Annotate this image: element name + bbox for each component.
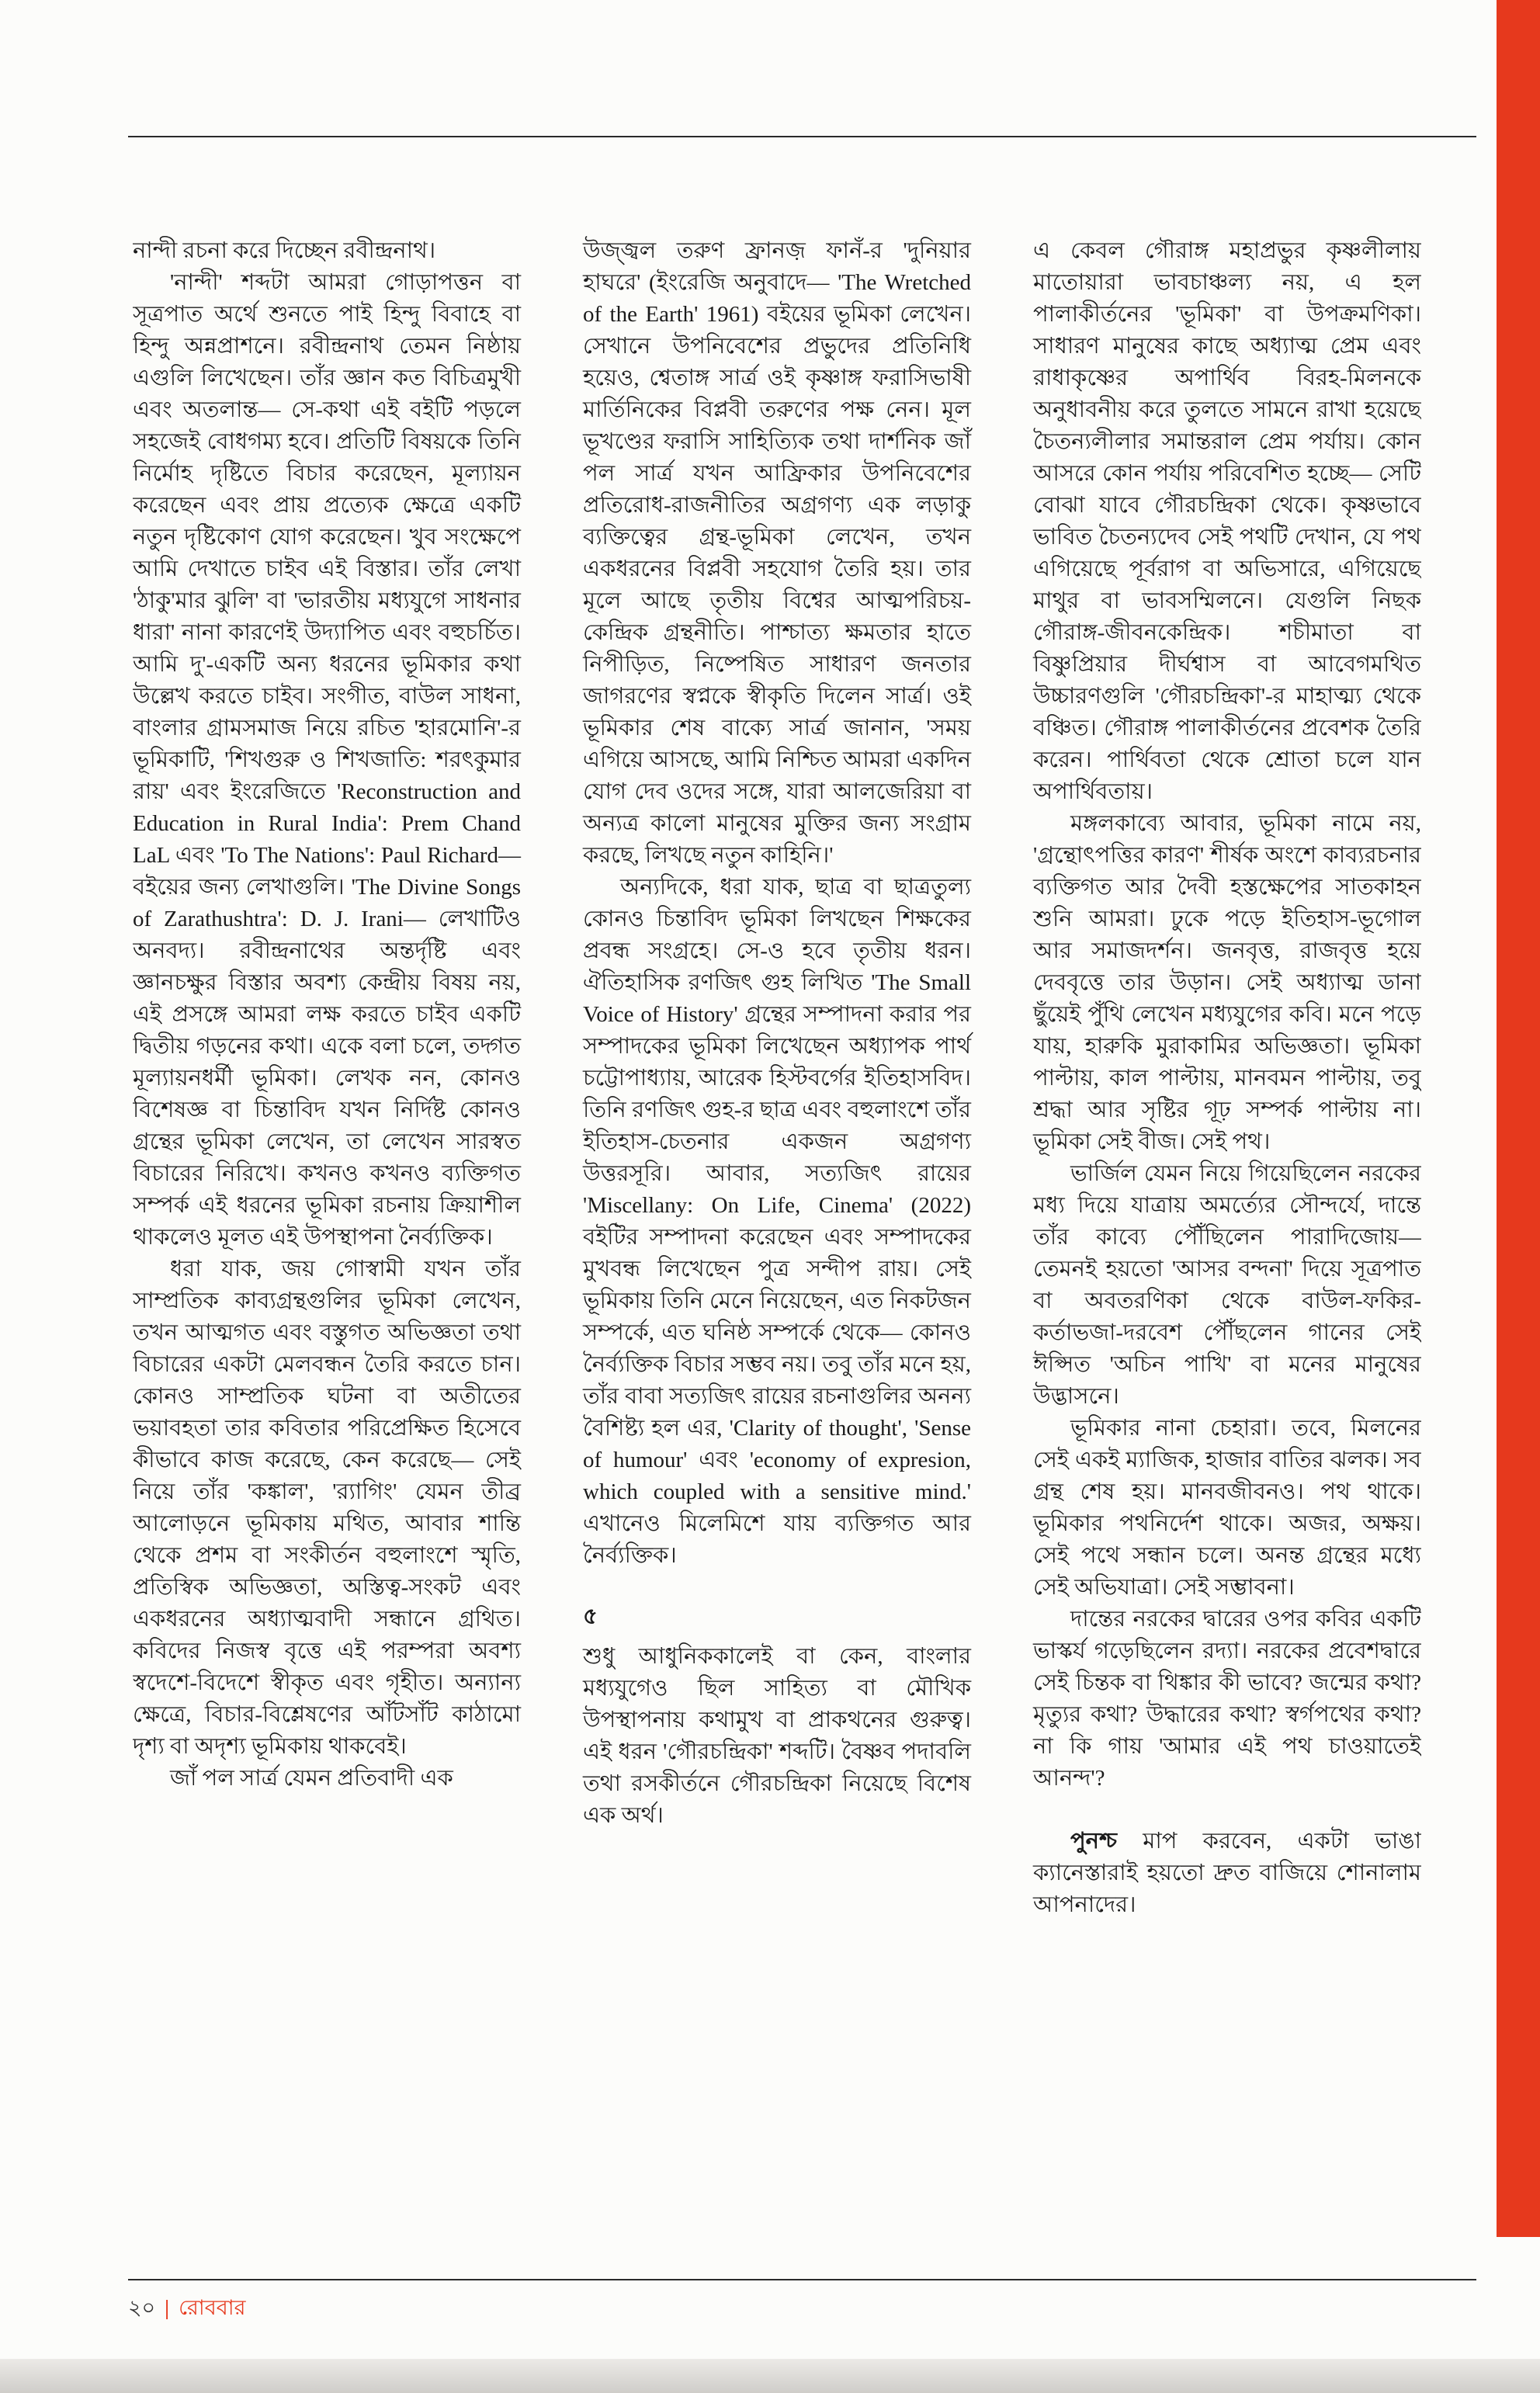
footer-rule <box>128 2279 1476 2280</box>
paragraph: দান্তের নরকের দ্বারের ওপর কবির একটি ভাস্কর্য গড়েছিলেন রদ্যা। নরকের প্রবেশদ্বারে সেই চিন্তক বা থিঙ্কার কী ভাবে? জন্মের কথা? মৃত্যুর কথা? উদ্ধারের কথা? স্বর্গপথের কথা? না কি গায় 'আমার এই পথ চাওয়াতেই আনন্দ'? <box>1033 1607 1421 1791</box>
postscript-label: পুনশ্চ <box>1070 1829 1117 1854</box>
footer-separator: | <box>165 2296 170 2319</box>
paragraph: ধরা যাক, জয় গোস্বামী যখন তাঁর সাম্প্রতিক কাব্যগ্রন্থগুলির ভূমিকা লেখেন, তখন আত্মগত এবং বস্তুগত অভিজ্ঞতা তথা বিচারের একটা মেলবন্ধন তৈরি করতে চান। কোনও সাম্প্রতিক ঘটনা বা অতীতের ভয়াবহতা তার কবিতার পরিপ্রেক্ষিত হিসেবে কীভাবে কাজ করেছে, কেন করেছে— সেই নিয়ে তাঁর 'কঙ্কাল', 'র‍্যাগিং' যেমন তীব্র আলোড়নে ভূমিকায় মথিত, আবার শান্তি থেকে প্রশম বা সংকীর্তন বহুলাংশে স্মৃতি, প্রতিস্বিক অভিজ্ঞতা, অস্তিত্ব-সংকট এবং একধরনের অধ্যাত্মবাদী সন্ধানে গ্রথিত। কবিদের নিজস্ব বৃত্তে এই পরম্পরা অবশ্য স্বদেশে-বিদেশে স্বীকৃত এবং গৃহীত। অন্যান্য ক্ষেত্রে, বিচার-বিশ্লেষণের আঁটসাঁট কাঠামো দৃশ্য বা অদৃশ্য ভূমিকায় থাকবেই। <box>133 1257 521 1759</box>
right-accent-bar <box>1497 0 1540 2237</box>
postscript <box>1033 1826 1421 1921</box>
paragraph: উজ্জ্বল তরুণ ফ্রানজ় ফানঁ-র 'দুনিয়ার হাঘরে' (ইংরেজি অনুবাদে— 'The Wretched of the Earth' 1961) বইয়ের ভূমিকা লেখেন। সেখানে উপনিবেশের প্রভুদের প্রতিনিধি হয়েও, শ্বেতাঙ্গ সার্ত্র ওই কৃষ্ণাঙ্গ ফরাসিভাষী মার্তিনিকের বিপ্লবী তরুণের পক্ষ নেন। মূল ভূখণ্ডের ফরাসি সাহিত্যিক তথা দার্শনিক জাঁ পল সার্ত্র যখন আফ্রিকার উপনিবেশের প্রতিরোধ-রাজনীতির অগ্রগণ্য এক লড়াকু ব্যক্তিত্বের গ্রন্থ-ভূমিকা লেখেন, তখন একধরনের বিপ্লবী সহযোগ তৈরি হয়। তার মূলে আছে তৃতীয় বিশ্বের আত্মপরিচয়-কেন্দ্রিক গ্রন্থনীতি। পাশ্চাত্য ক্ষমতার হাতে নিপীড়িত, নিষ্পেষিত সাধারণ জনতার জাগরণের স্বপ্নকে স্বীকৃতি দিলেন সার্ত্র। ওই ভূমিকার শেষ বাক্যে সার্ত্র জানান, 'সময় এগিয়ে আসছে, আমি নিশ্চিত আমরা একদিন যোগ দেব ওদের সঙ্গে, যারা আলজেরিয়া বা অন্যত্র কালো মানুষের মুক্তির জন্য সংগ্রাম করছে, লিখছে নতুন কাহিনি।' <box>583 238 971 868</box>
section-number: ৫ <box>583 1604 598 1629</box>
page-bottom-edge <box>0 2359 1540 2393</box>
top-rule <box>128 136 1476 137</box>
page-number: ২০ <box>128 2296 156 2319</box>
paragraph: ভূমিকার নানা চেহারা। তবে, মিলনের সেই একই ম্যাজিক, হাজার বাতির ঝলক। সব গ্রন্থ শেষ হয়। মানবজীবনও। পথ থাকে। ভূমিকার পথনির্দেশ থাকে। অজর, অক্ষয়। সেই পথে সন্ধান চলে। অনন্ত গ্রন্থের মধ্যে সেই অভিযাত্রা। সেই সম্ভাবনা। <box>1033 1416 1421 1600</box>
paragraph: নান্দী রচনা করে দিচ্ছেন রবীন্দ্রনাথ। <box>133 238 436 263</box>
column-1 <box>133 235 521 2230</box>
paragraph: 'নান্দী' শব্দটা আমরা গোড়াপত্তন বা সূত্রপাত অর্থে শুনতে পাই হিন্দু বিবাহে বা হিন্দু অন্নপ্রাশনে। রবীন্দ্রনাথ তেমন নিষ্ঠায় এগুলি লিখেছেন। তাঁর জ্ঞান কত বিচিত্রমুখী এবং অতলান্ত— সে-কথা এই বইটি পড়লে সহজেই বোধগম্য হবে। প্রতিটি বিষয়কে তিনি নির্মোহ দৃষ্টিতে বিচার করেছেন, মূল্যায়ন করেছেন এবং প্রায় প্রত্যেক ক্ষেত্রে একটি নতুন দৃষ্টিকোণ যোগ করেছেন। খুব সংক্ষেপে আমি দেখাতে চাইব এই বিস্তার। তাঁর লেখা 'ঠাকু'মার ঝুলি' বা 'ভারতীয় মধ্যযুগে সাধনার ধারা' নানা কারণেই উদ্যাপিত এবং বহুচর্চিত। আমি দু'-একটি অন্য ধরনের ভূমিকার কথা উল্লেখ করতে চাইব। সংগীত, বাউল সাধনা, বাংলার গ্রামসমাজ নিয়ে রচিত 'হারমোনি'-র ভূমিকাটি, 'শিখগুরু ও শিখজাতি: শরৎকুমার রায়' এবং ইংরেজিতে 'Reconstruction and Education in Rural India': Prem Chand LaL এবং 'To The Nations': Paul Richard— বইয়ের জন্য লেখাগুলি। 'The Divine Songs of Zarathushtra': D. J. Irani— লেখাটিও অনবদ্য। রবীন্দ্রনাথের অন্তর্দৃষ্টি এবং জ্ঞানচক্ষুর বিস্তার অবশ্য কেন্দ্রীয় বিষয় নয়, এই প্রসঙ্গে আমরা লক্ষ করতে চাইব একটি দ্বিতীয় গড়নের কথা। একে বলা চলে, তদ্গত মূল্যায়নধর্মী ভূমিকা। লেখক নন, কোনও বিশেষজ্ঞ বা চিন্তাবিদ যখন নির্দিষ্ট কোনও গ্রন্থের ভূমিকা লেখেন, তা লেখেন সারস্বত বিচারের নিরিখে। কখনও কখনও ব্যক্তিগত সম্পর্ক এই ধরনের ভূমিকা রচনায় ক্রিয়াশীল থাকলেও মূলত এই উপস্থাপনা নৈর্ব্যক্তিক। <box>133 270 521 1250</box>
paragraph: মঙ্গলকাব্যে আবার, ভূমিকা নামে নয়, 'গ্রন্থোৎপত্তির কারণ' শীর্ষক অংশে কাব্যরচনার ব্যক্তিগত আর দৈবী হস্তক্ষেপের সাতকাহন শুনি আমরা। ঢুকে পড়ে ইতিহাস-ভূগোল আর সমাজদর্শন। জনবৃত্ত, রাজবৃত্ত হয়ে দেববৃত্তে তার উড়ান। সেই অধ্যাত্ম ডানা ছুঁয়েই পুঁথি লেখেন মধ্যযুগের কবি। মনে পড়ে যায়, হারুকি মুরাকামির অভিজ্ঞতা। ভূমিকা পাল্টায়, কাল পাল্টায়, মানবমন পাল্টায়, তবু শ্রদ্ধা আর সৃষ্টির গূঢ় সম্পর্ক পাল্টায় না। ভূমিকা সেই বীজ। সেই পথ। <box>1033 811 1421 1154</box>
paragraph: ভার্জিল যেমন নিয়ে গিয়েছিলেন নরকের মধ্য দিয়ে যাত্রায় অমর্ত্যের সৌন্দর্যে, দান্তে তাঁর কাব্যে পৌঁছিলেন পারাদিজোয়— তেমনই হয়তো 'আসর বন্দনা' দিয়ে সূত্রপাত বা অবতরণিকা থেকে বাউল-ফকির-কর্তাভজা-দরবেশ পৌঁছলেন গানের সেই ঈপ্সিত 'অচিন পাখি' বা মনের মানুষের উদ্ভাসনে। <box>1033 1161 1421 1409</box>
column-2 <box>583 235 971 2230</box>
paragraph: এ কেবল গৌরাঙ্গ মহাপ্রভুর কৃষ্ণলীলায় মাতোয়ারা ভাবচাঞ্চল্য নয়, এ হল পালাকীর্তনের 'ভূমিকা' বা উপক্রমণিকা। সাধারণ মানুষের কাছে অধ্যাত্ম প্রেম এবং রাধাকৃষ্ণের অপার্থিব বিরহ-মিলনকে অনুধাবনীয় করে তুলতে সামনে রাখা হয়েছে চৈতন্যলীলার সমান্তরাল প্রেম পর্যায়। কোন আসরে কোন পর্যায় পরিবেশিত হচ্ছে— সেটি বোঝা যাবে গৌরচন্দ্রিকা থেকে। কৃষ্ণভাবে ভাবিত চৈতন্যদেব সেই পথটি দেখান, যে পথ এগিয়েছে পূর্বরাগ বা অভিসারে, এগিয়েছে মাথুর বা ভাবসম্মিলনে। যেগুলি নিছক গৌরাঙ্গ-জীবনকেন্দ্রিক। শচীমাতা বা বিষ্ণুপ্রিয়ার দীর্ঘশ্বাস বা আবেগমথিত উচ্চারণগুলি 'গৌরচন্দ্রিকা'-র মাহাত্ম্য থেকে বঞ্চিত। গৌরাঙ্গ পালাকীর্তনের প্রবেশক তৈরি করেন। পার্থিবতা থেকে শ্রোতা চলে যান অপার্থিবতায়। <box>1033 238 1421 804</box>
paragraph: শুধু আধুনিককালেই বা কেন, বাংলার মধ্যযুগেও ছিল সাহিত্য বা মৌখিক উপস্থাপনায় কথামুখ বা প্রাকথনের গুরুত্ব। এই ধরন 'গৌরচন্দ্রিকা' শব্দটি। বৈষ্ণব পদাবলি তথা রসকীর্তনে গৌরচন্দ্রিকা নিয়েছে বিশেষ এক অর্থ। <box>583 1644 971 1828</box>
article-columns <box>133 235 1421 2230</box>
paragraph: অন্যদিকে, ধরা যাক, ছাত্র বা ছাত্রতুল্য কোনও চিন্তাবিদ ভূমিকা লিখছেন শিক্ষকের প্রবন্ধ সংগ্রহে। সে-ও হবে তৃতীয় ধরন। ঐতিহাসিক রণজিৎ গুহ লিখিত 'The Small Voice of History' গ্রন্থের সম্পাদনা করার পর সম্পাদকের ভূমিকা লিখেছেন অধ্যাপক পার্থ চট্টোপাধ্যায়, আরেক হিস্টবর্গের ইতিহাসবিদ। তিনি রণজিৎ গুহ-র ছাত্র এবং বহুলাংশে তাঁর ইতিহাস-চেতনার একজন অগ্রগণ্য উত্তরসূরি। আবার, সত্যজিৎ রায়ের 'Miscellany: On Life, Cinema' (2022) বইটির সম্পাদনা করেছেন এবং সম্পাদকের মুখবন্ধ লিখেছেন পুত্র সন্দীপ রায়। সেই ভূমিকায় তিনি মেনে নিয়েছেন, এত নিকটজন সম্পর্কে, এত ঘনিষ্ঠ সম্পর্কে থেকে— কোনও নৈর্ব্যক্তিক বিচার সম্ভব নয়। তবু তাঁর মনে হয়, তাঁর বাবা সত্যজিৎ রায়ের রচনাগুলির অনন্য বৈশিষ্ট্য হল এর, 'Clarity of thought', 'Sense of humour' এবং 'economy of expresion, which coupled with a sensitive mind.' এখানেও মিলেমিশে যায় ব্যক্তিগত আর নৈর্ব্যক্তিক। <box>583 875 971 1568</box>
paragraph: জাঁ পল সার্ত্র যেমন প্রতিবাদী এক <box>170 1766 453 1791</box>
page-footer <box>128 2294 245 2321</box>
magazine-name: রোববার <box>179 2296 246 2319</box>
postscript-text: মাপ করবেন, একটা ভাঙা ক্যানেস্তারাই হয়তো দ্রুত বাজিয়ে শোনালাম আপনাদের। <box>1033 1829 1421 1917</box>
column-3 <box>1033 235 1421 2230</box>
